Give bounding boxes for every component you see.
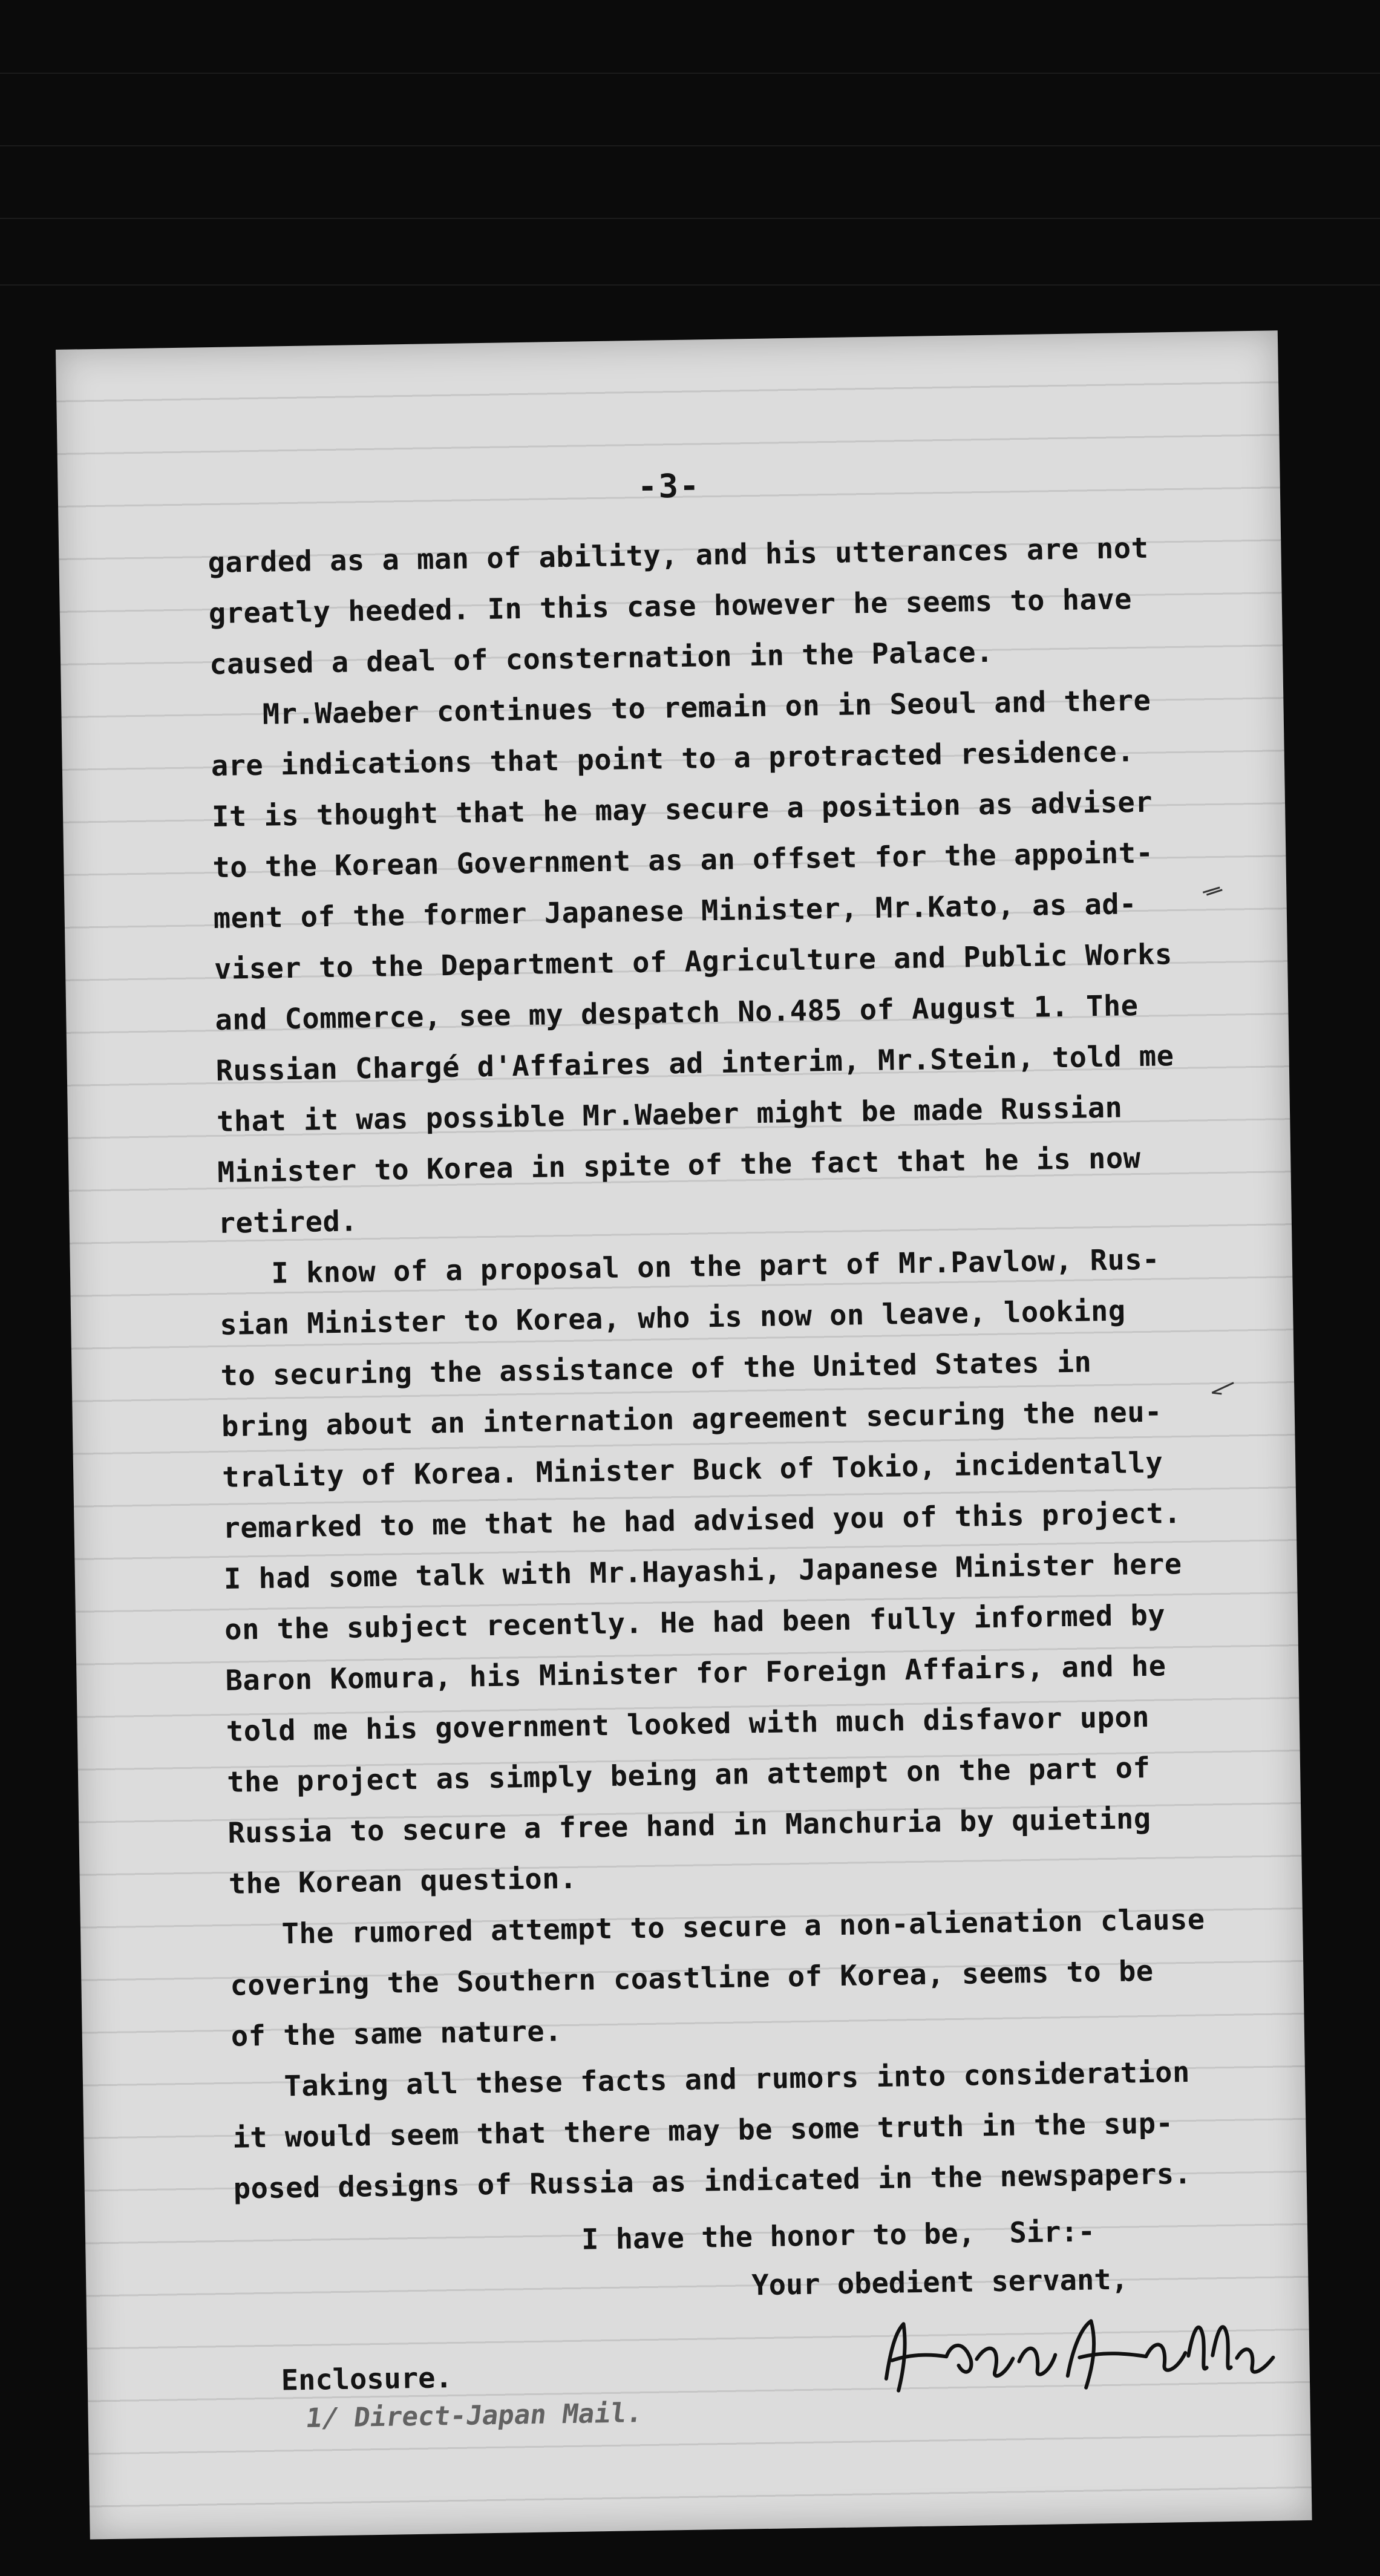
enclosure-note: 1/ Direct-Japan Mail. (304, 2398, 645, 2434)
text-line: Russian Chargé d'Affaires ad interim, Mr.Stein, told me (215, 1039, 1174, 1088)
margin-check-mark-icon (1209, 1378, 1240, 1396)
text-line: on the subject recently. He had been fully informed by (224, 1598, 1166, 1647)
text-line: remarked to me that he had advised you of this project. (223, 1497, 1182, 1545)
text-line: greatly heeded. In this case however he seems to have (208, 583, 1133, 631)
text-line: the project as simply being an attempt on the part of (226, 1751, 1151, 1799)
closing-line: I have the honor to be, Sir:- (581, 2215, 1096, 2257)
text-line: Russia to secure a free hand in Manchuria by quieting (227, 1802, 1152, 1850)
text-line: Taking all these facts and rumors into consideration (231, 2055, 1191, 2104)
text-line: covering the Southern coastline of Korea, seems to be (230, 1954, 1154, 2002)
document-page (56, 330, 1312, 2539)
closing-salutation: Your obedient servant, (751, 2263, 1129, 2303)
text-line: The rumored attempt to secure a non-alienation clause (229, 1903, 1206, 1952)
text-line: to securing the assistance of the United States in (220, 1345, 1092, 1393)
margin-check-mark-icon (1202, 879, 1232, 898)
text-line: Minister to Korea in spite of the fact that he is now (217, 1141, 1141, 1189)
text-line: retired. (218, 1205, 358, 1240)
text-line: it would seem that there may be some truth in the sup- (232, 2107, 1174, 2155)
text-line: Mr.Waeber continues to remain on in Seoul and there (210, 684, 1151, 733)
text-line: I had some talk with Mr.Hayashi, Japanese Minister here (223, 1548, 1183, 1596)
text-line: I know of a proposal on the part of Mr.Pavlow, Rus- (218, 1243, 1160, 1291)
enclosure-label: Enclosure. (281, 2361, 453, 2398)
text-line: of the same nature. (231, 2015, 563, 2053)
handwritten-signature (873, 2300, 1298, 2403)
text-line: bring about an internation agreement securing the neu- (221, 1395, 1163, 1443)
text-line: caused a deal of consternation in the Palace. (209, 635, 994, 682)
text-line: told me his government looked with much disfavor upon (226, 1700, 1150, 1748)
text-line: garded as a man of ability, and his utterances are not (208, 531, 1149, 580)
text-line: that it was possible Mr.Waeber might be made Russian (216, 1091, 1123, 1139)
text-line: posed designs of Russia as indicated in the newspapers. (233, 2157, 1192, 2206)
letter-body (208, 521, 1292, 2215)
text-line: Baron Komura, his Minister for Foreign Affairs, and he (225, 1649, 1166, 1698)
page-number: -3- (637, 466, 701, 506)
text-line: trality of Korea. Minister Buck of Tokio, incidentally (221, 1446, 1163, 1494)
text-line: sian Minister to Korea, who is now on leave, looking (219, 1294, 1127, 1342)
text-line: It is thought that he may secure a position as adviser (211, 785, 1153, 834)
text-line: ment of the former Japanese Minister, Mr.Kato, as ad- (213, 888, 1137, 936)
text-line: to the Korean Government as an offset for the appoint- (212, 836, 1154, 885)
text-line: are indications that point to a protracted residence. (211, 735, 1135, 783)
text-line: the Korean question. (228, 1862, 578, 1901)
text-line: and Commerce, see my despatch No.485 of August 1. The (215, 989, 1139, 1037)
text-line: viser to the Department of Agriculture and Public Works (214, 938, 1173, 987)
